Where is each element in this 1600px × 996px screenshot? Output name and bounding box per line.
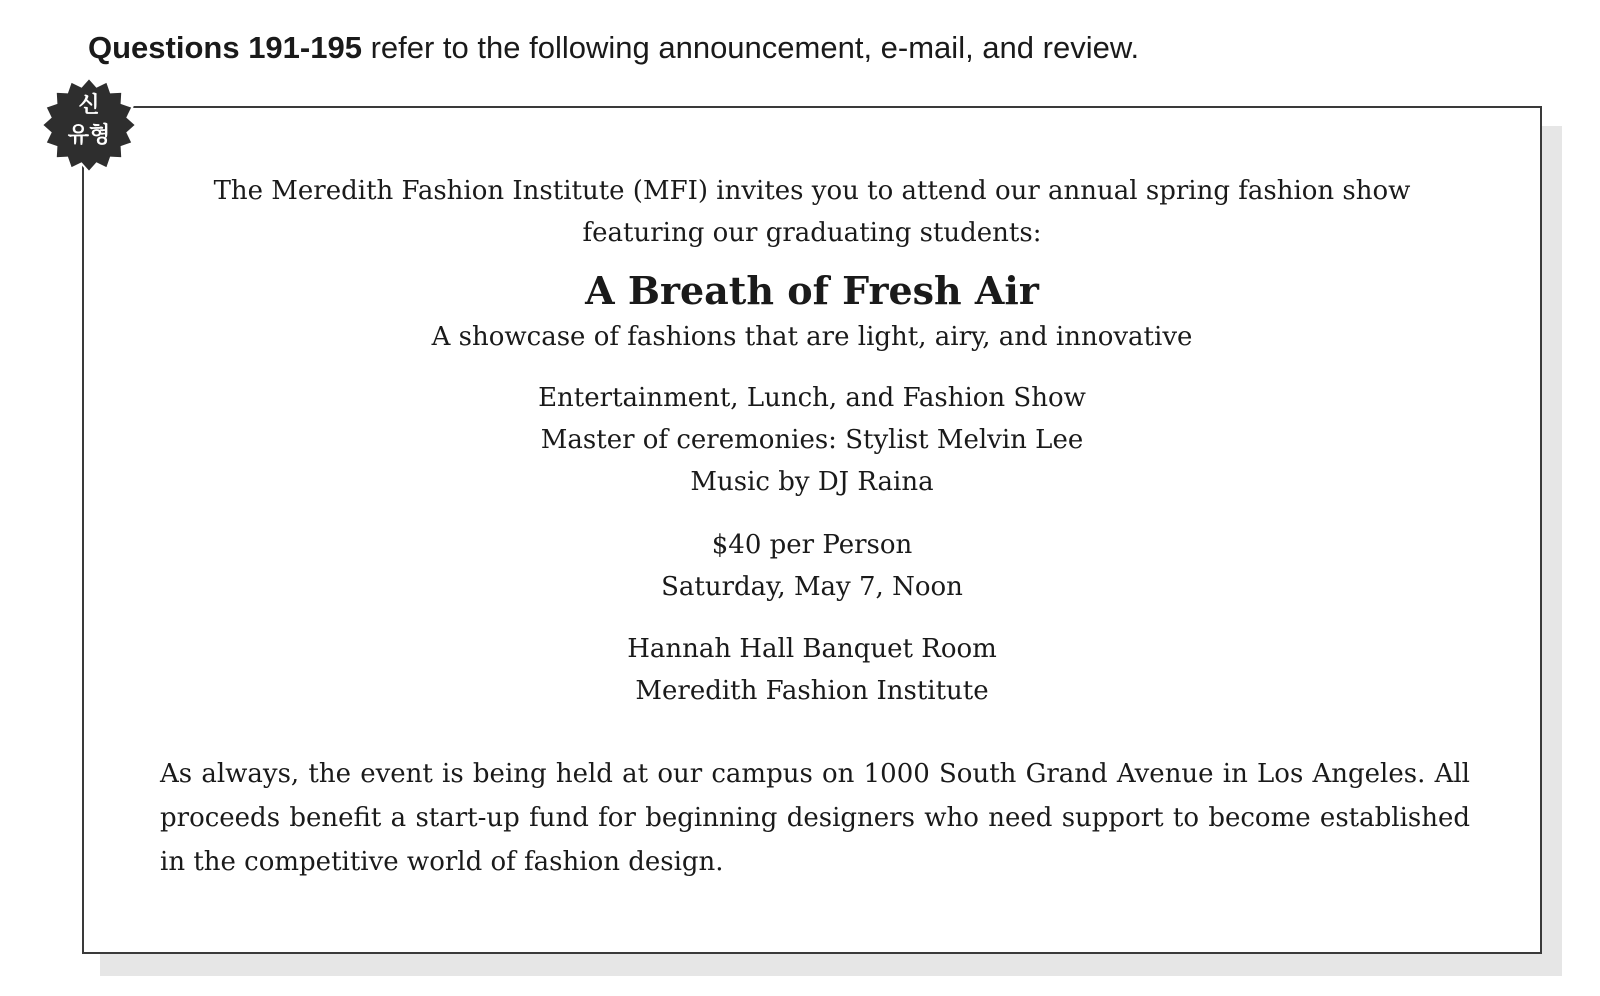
intro-line-2: featuring our graduating students: [582,218,1042,248]
instruction-text: refer to the following announcement, e-mail, and review. [361,30,1140,65]
program-line-2: Master of ceremonies: Stylist Melvin Lee [540,425,1084,455]
program-line-1: Entertainment, Lunch, and Fashion Show [538,383,1086,413]
program-line-3: Music by DJ Raina [690,467,934,497]
event-date: Saturday, May 7, Noon [661,572,963,602]
badge-text-line2: 유형 [67,123,111,148]
question-instruction [88,30,1139,66]
ticket-price: $40 per Person [711,530,913,560]
event-title: A Breath of Fresh Air [585,268,1039,313]
new-type-badge [40,76,138,174]
closing-paragraph: As always, the event is being held at our campus on 1000 South Grand Avenue in Los Angeles. All proceeds benefit a start-up fund for beginning designers who need support to become established in the competitive world of fashion design. [160,759,1470,877]
badge-text-line1: 신 [78,93,100,118]
question-range: Questions 191-195 [88,30,362,65]
venue-line-2: Meredith Fashion Institute [635,676,989,706]
intro-line-1: The Meredith Fashion Institute (MFI) invites you to attend our annual spring fashion show [213,176,1411,206]
event-subtitle: A showcase of fashions that are light, airy, and innovative [431,322,1193,352]
venue-line-1: Hannah Hall Banquet Room [627,634,997,664]
